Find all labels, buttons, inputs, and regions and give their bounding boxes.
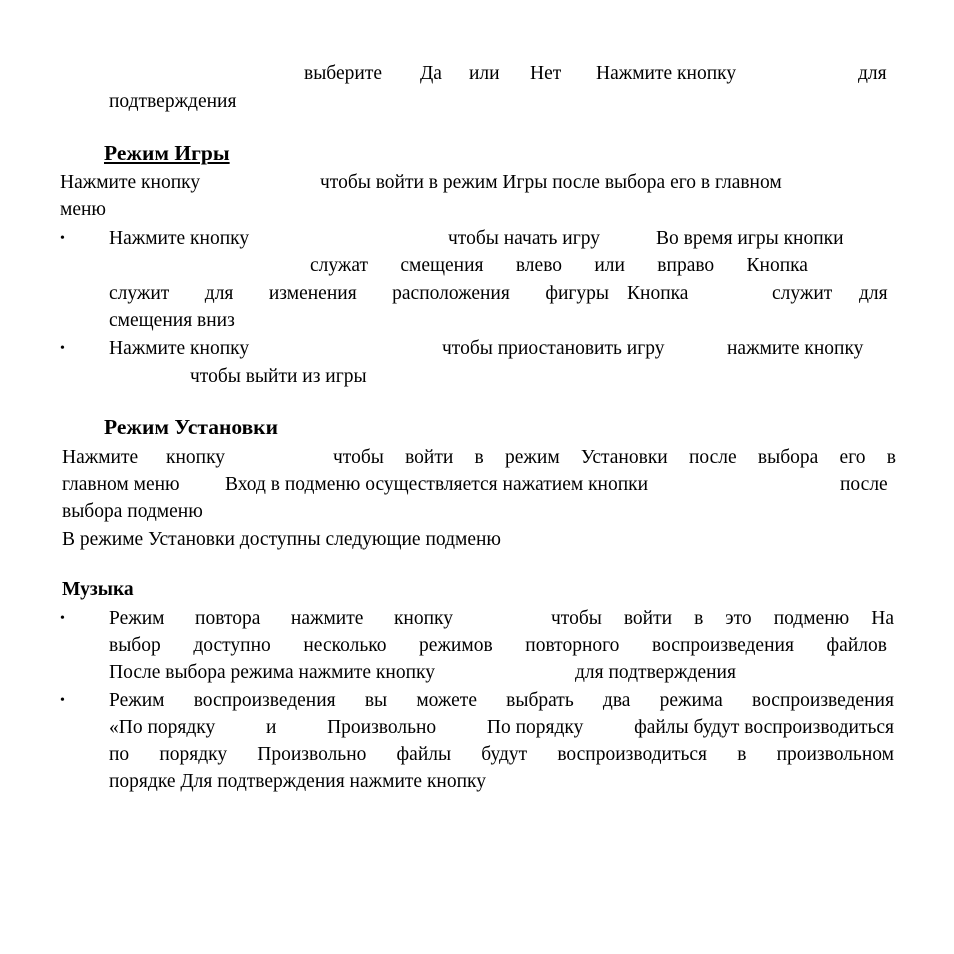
paragraph-text: Нажмите кнопку: [60, 172, 201, 193]
word: служат: [310, 255, 369, 276]
word: повтора: [195, 608, 261, 629]
word: вы: [364, 690, 388, 711]
list-item-text: нажмите кнопку: [727, 338, 864, 359]
paragraph-text: выбора подменю: [62, 501, 203, 522]
word: можете: [416, 690, 477, 711]
list-item-line: [109, 605, 453, 632]
word: По порядку: [486, 717, 584, 738]
word: влево: [515, 255, 563, 276]
list-item-text: смещения вниз: [109, 310, 235, 331]
word: нажмите: [290, 608, 364, 629]
intro-word: Да: [420, 63, 442, 84]
paragraph-line: [333, 444, 896, 471]
word: повторного: [525, 635, 620, 656]
paragraph-text: чтобы войти в режим Игры после выбора его в главном: [320, 172, 782, 193]
word: чтобы: [333, 447, 384, 468]
list-item-text: Нажмите кнопку: [109, 338, 250, 359]
list-item-text: Нажмите кнопку: [109, 228, 250, 249]
bullet-marker: •: [60, 341, 65, 356]
word: и: [265, 717, 277, 738]
word: войти: [405, 447, 454, 468]
list-item-line: [310, 252, 808, 279]
list-item-text: чтобы начать игру: [448, 228, 600, 249]
word: режим: [505, 447, 560, 468]
section-heading-game: Режим Игры: [104, 141, 230, 165]
word: Произвольно: [257, 744, 367, 765]
word: служит: [109, 283, 170, 304]
list-item-text: После выбора режима нажмите кнопку: [109, 662, 435, 683]
list-item-text: для подтверждения: [575, 662, 736, 683]
section-heading-settings: Режим Установки: [104, 415, 278, 439]
word: в: [474, 447, 484, 468]
list-item-text: Во время игры кнопки: [656, 228, 844, 249]
list-item-line: [109, 741, 894, 768]
word: его: [839, 447, 866, 468]
intro-word: выберите: [304, 63, 382, 84]
word: воспроизведения: [193, 690, 336, 711]
list-item-text: порядке Для подтверждения нажмите кнопку: [109, 771, 486, 792]
word: фигуры: [545, 283, 609, 304]
word: порядку: [159, 744, 228, 765]
word: файлов: [826, 635, 887, 656]
word: выбора: [757, 447, 819, 468]
list-item-line: [109, 632, 887, 659]
word: произвольном: [776, 744, 894, 765]
list-item-line: [109, 687, 894, 714]
word: режима: [659, 690, 723, 711]
word: кнопку: [393, 608, 453, 629]
word: «По порядку: [109, 717, 216, 738]
word: выбор: [109, 635, 161, 656]
intro-line: подтверждения: [109, 91, 237, 112]
word: подменю: [773, 608, 850, 629]
word: Произвольно: [327, 717, 437, 738]
word: по: [109, 744, 130, 765]
word: в: [694, 608, 704, 629]
word: после: [688, 447, 737, 468]
intro-word: для: [858, 63, 887, 84]
list-item-line: [109, 714, 894, 741]
list-item-text: чтобы приостановить игру: [442, 338, 665, 359]
word: чтобы: [551, 608, 602, 629]
word: будут: [481, 744, 528, 765]
word: расположения: [392, 283, 510, 304]
list-item-line: [109, 280, 609, 307]
word: выбрать: [506, 690, 574, 711]
word: воспроизведения: [752, 690, 894, 711]
word: для: [204, 283, 234, 304]
word: На: [871, 608, 894, 629]
word: изменения: [268, 283, 357, 304]
word: вправо: [657, 255, 715, 276]
list-item-line: [551, 605, 894, 632]
paragraph-text: Нажмите: [62, 447, 139, 468]
intro-word: Нет: [530, 63, 562, 84]
word: в: [737, 744, 747, 765]
word: это: [725, 608, 752, 629]
paragraph-text: главном меню: [62, 474, 180, 495]
word: файлы: [396, 744, 452, 765]
word: два: [602, 690, 631, 711]
paragraph-text: после: [840, 474, 888, 495]
word: или: [594, 255, 625, 276]
list-item-text: служит: [772, 283, 833, 304]
word: Режим: [109, 608, 165, 629]
word: Режим: [109, 690, 165, 711]
word: Установки: [580, 447, 668, 468]
list-item-text: чтобы выйти из игры: [190, 366, 367, 387]
word: воспроизведения: [651, 635, 794, 656]
word: войти: [623, 608, 673, 629]
paragraph-text: меню: [60, 199, 106, 220]
paragraph-text: Вход в подменю осуществляется нажатием кнопки: [225, 474, 649, 495]
word: файлы будут воспроизводиться: [634, 717, 894, 738]
word: доступно: [193, 635, 271, 656]
word: Кнопка: [746, 255, 808, 276]
list-item-text: для: [859, 283, 888, 304]
word: в: [886, 447, 896, 468]
word: режимов: [419, 635, 493, 656]
bullet-marker: •: [60, 693, 65, 708]
paragraph-text: В режиме Установки доступны следующие подменю: [62, 529, 501, 550]
paragraph-text: кнопку: [166, 447, 226, 468]
bullet-marker: •: [60, 611, 65, 626]
intro-word: или: [469, 63, 500, 84]
intro-word: Нажмите кнопку: [596, 63, 737, 84]
word: несколько: [303, 635, 387, 656]
bullet-marker: •: [60, 231, 65, 246]
list-item-text: Кнопка: [627, 283, 689, 304]
subsection-heading-music: Музыка: [62, 579, 134, 600]
word: смещения: [400, 255, 484, 276]
word: воспроизводиться: [557, 744, 708, 765]
